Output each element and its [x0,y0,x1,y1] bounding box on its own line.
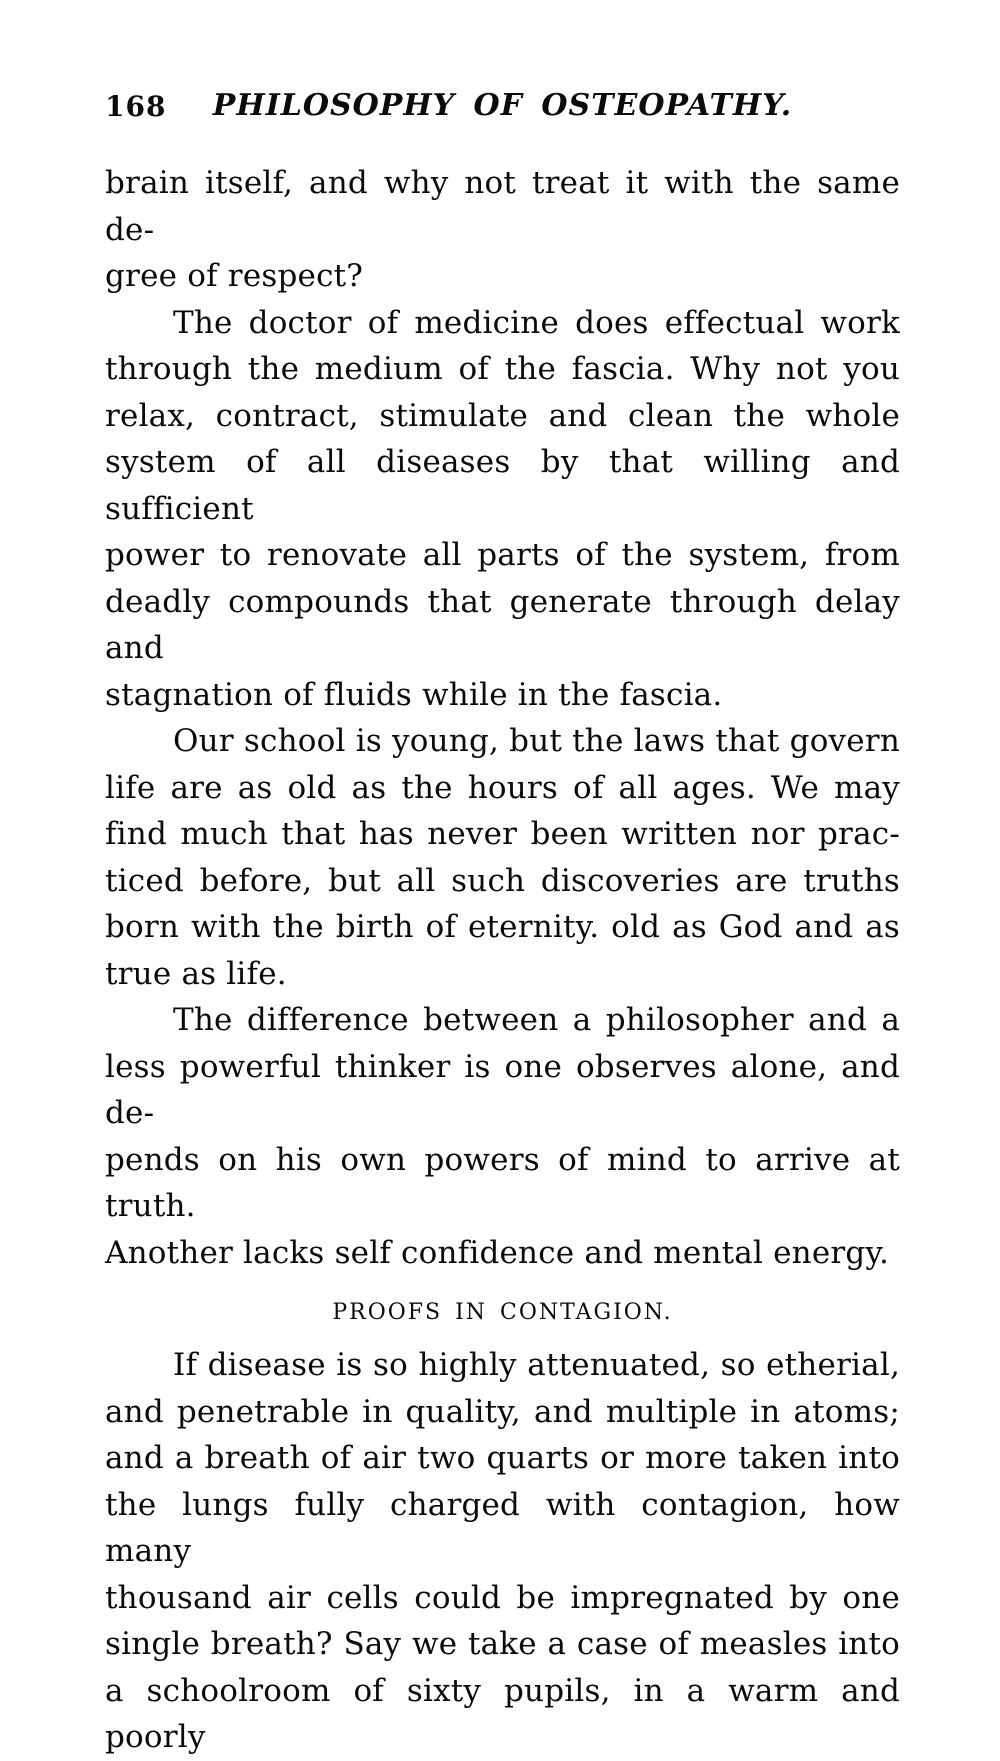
paragraph [105,1342,900,1761]
text-line: The difference between a philosopher and a [173,1002,900,1038]
text-line: pends on his own powers of mind to arrive at truth. [105,1141,900,1224]
text-line: relax, contract, stimulate and clean the whole [105,397,900,434]
text-line: deadly compounds that generate through delay and [105,583,900,666]
text-line: a schoolroom of sixty pupils, in a warm and poorly [105,1672,900,1755]
text-line: find much that has never been written nor prac- [105,816,900,852]
text-line: and penetrable in quality, and multiple in atoms; [105,1393,900,1430]
paragraph [105,300,900,719]
running-title: PHILOSOPHY OF OSTEOPATHY. [212,88,793,123]
paragraph [105,718,900,997]
text-line: less powerful thinker is one observes alone, and de- [105,1048,900,1131]
text-line: through the medium of the fascia. Why not you [105,351,900,387]
text-line: life are as old as the hours of all ages. We may [105,769,900,806]
text-line: ticed before, but all such discoveries are truths [105,862,900,899]
paragraph [105,160,900,300]
page-body [105,160,900,1761]
paragraph [105,997,900,1276]
text-line: the lungs fully charged with contagion, how many [105,1486,900,1569]
text-line: Our school is young, but the laws that govern [173,723,900,759]
text-line: system of all diseases by that willing and sufficient [105,444,900,527]
text-line: single breath? Say we take a case of measles into [105,1626,900,1662]
text-line: power to renovate all parts of the system, from [105,537,900,573]
page-header [105,90,900,122]
text-line: stagnation of fluids while in the fascia. [105,676,723,713]
text-line: gree of respect? [105,258,364,294]
text-line: thousand air cells could be impregnated by one [105,1579,900,1616]
page-number: 168 [105,90,167,123]
text-line: true as life. [105,955,287,992]
text-line: brain itself, and why not treat it with the same de- [105,165,900,248]
text-line: The doctor of medicine does effectual work [173,304,900,341]
text-line: and a breath of air two quarts or more taken into [105,1440,900,1476]
text-line: born with the birth of eternity. old as God and as [105,909,900,945]
section-heading: PROOFS IN CONTAGION. [332,1300,673,1325]
text-line: If disease is so highly attenuated, so etherial, [173,1347,900,1383]
text-line: Another lacks self confidence and mental energy. [105,1234,890,1271]
